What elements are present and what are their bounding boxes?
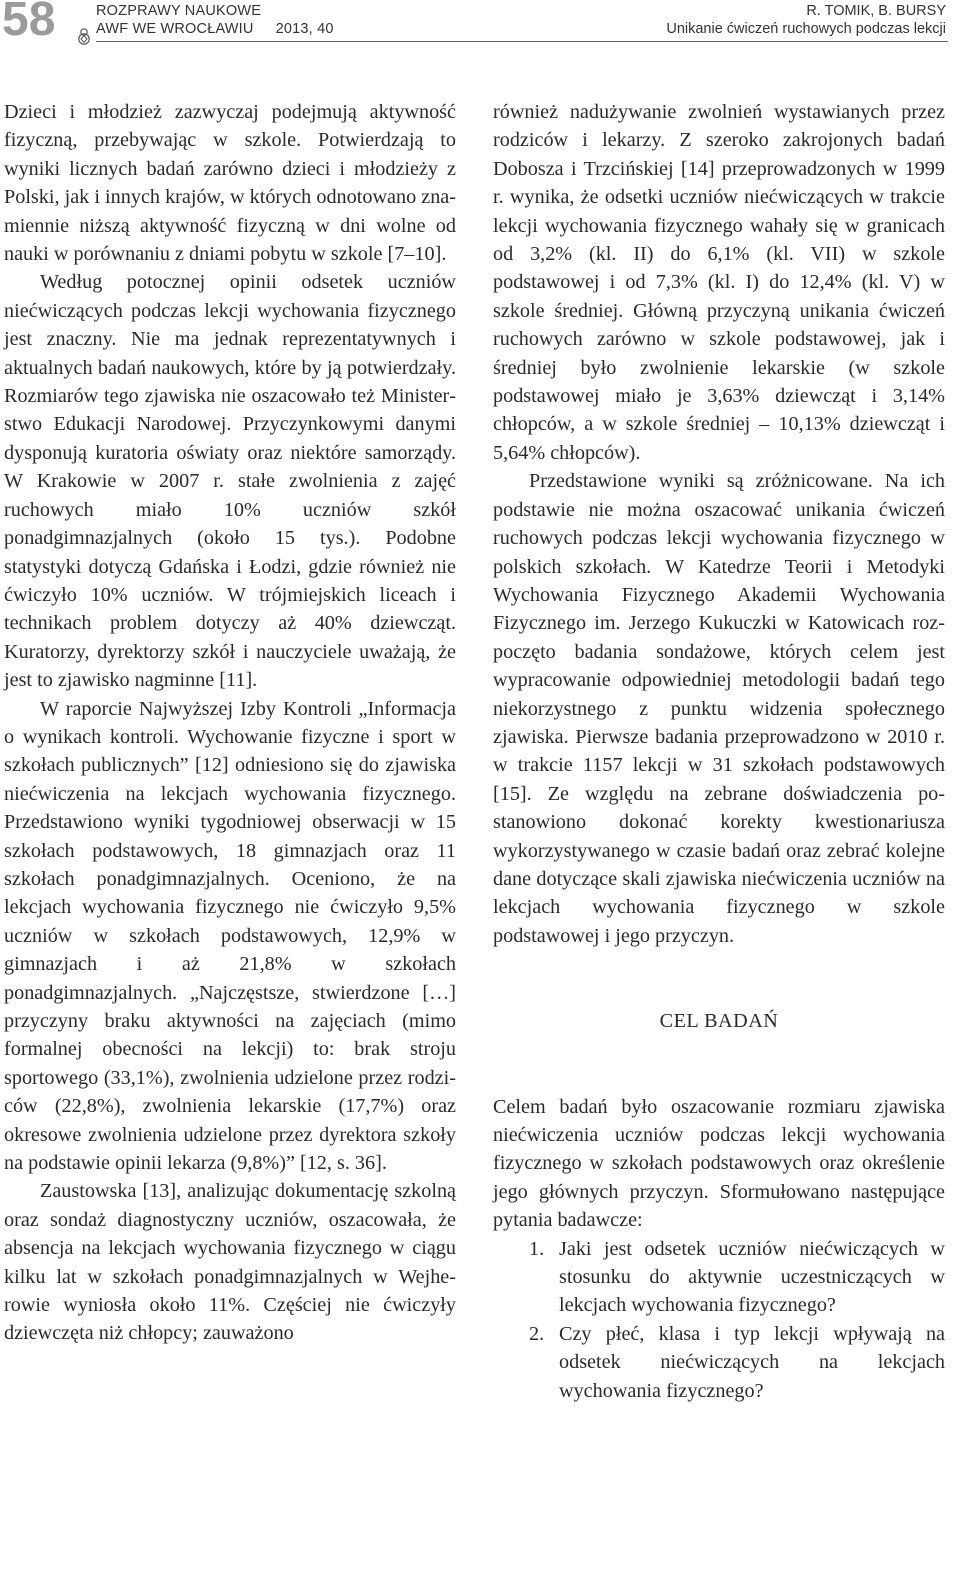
research-questions bbox=[493, 1235, 945, 1405]
section-heading: CEL BADAŃ bbox=[659, 1010, 779, 1033]
page-header bbox=[0, 0, 960, 46]
running-title: Unikanie ćwiczeń ruchowych podczas lekcji bbox=[666, 21, 946, 37]
header-rule bbox=[96, 41, 948, 42]
journal-line-1: ROZPRAWY NAUKOWE bbox=[96, 3, 262, 19]
year-volume: 2013, 40 bbox=[275, 21, 334, 37]
paragraph: Dzieci i młodzież zazwyczaj podejmują aktywność fizyczną, przebywając w szkole. Potwierdzają to wyniki licznych badań zarówno dzieci i młodzieży z Polski, jak i innych krajów, w których odnotowano znamiennie niższą aktywność fizyczną w dni wolne od nauki w porównaniu z dniami pobytu w szkole [7–10]. bbox=[4, 101, 456, 266]
paragraph: Według potocznej opinii odsetek uczniów niećwiczących podczas lekcji wychowania fizycznego jest znaczny. Nie ma jednak reprezentatywnych i aktualnych badań naukowych, które by ją potwierdzały. Rozmiarów tego zjawiska nie oszacowało też Ministerstwo Edukacji Narodowej. Przyczynkowymi danymi dysponują kuratoria oświaty oraz niektóre samorządy. W Krakowie w 2007 r. stałe zwolnienia z zajęć ruchowych miało 10% uczniów szkół ponadgimnazjalnych (około 15 tys.). Podobne statystyki dotyczą Gdańska i Łodzi, gdzie również nie ćwiczyło 10% uczniów. W trójmiejskich liceach i technikach problem dotyczy aż 40% dziewcząt. Kuratorzy, dyrektorzy szkół i nauczyciele uważają, że jest to zjawisko nagminne [11]. bbox=[4, 271, 456, 692]
list-item-number: 2. bbox=[529, 1322, 545, 1345]
paragraph: Przedstawione wyniki są zróżnicowane. Na ich podstawie nie można oszacować unikania ćwiczeń ruchowych podczas lekcji wychowania fizycznego w polskich szkołach. W Katedrze Teorii i Metodyki Wychowania Fizycznego Akademii Wychowania Fizycznego im. Jerzego Kukuczki w Katowicach rozpoczęto badania sondażowe, których celem jest wypracowanie odpowiedniej metodologii badań tego niekorzystnego z punktu widzenia społecznego zjawiska. Pierwsze badania przeprowadzono w 2010 r. w trakcie 1157 lekcji w 31 szkołach podstawowych [15]. Ze względu na zebrane doświadczenia postanowiono dokonać korekty kwestionariusza wykorzystywanego w czasie badań oraz zebrać kolejne dane dotyczące skali zjawiska niećwiczenia uczniów na lekcjach wychowania fizycznego w szkole podstawowej i jego przyczyn. bbox=[493, 470, 945, 947]
left-column bbox=[4, 98, 456, 1348]
running-header bbox=[666, 2, 946, 38]
paragraph: również nadużywanie zwolnień wystawianych przez rodziców i lekarzy. Z szeroko zakrojonych badań Dobosza i Trzcińskiej [14] przeprowadzonych w 1999 r. wynika, że odsetki uczniów niećwiczących w trakcie lekcji wychowania fizycznego wahały się w granicach od 3,2% (kl. II) do 6,1% (kl. VII) w szkole podstawowej i od 7,3% (kl. I) do 12,4% (kl. V) w szkole średniej. Główną przyczyną unikania ćwiczeń ruchowych zarówno w szkole podstawowej, jak i średniej było zwolnienie lekarskie (w szkole podstawowej miało je 3,63% dziewcząt i 3,14% chłopców, a w szkole średniej – 10,13% dziewcząt i 5,64% chłopców). bbox=[493, 101, 945, 464]
paragraph: Zaustowska [13], analizując dokumentację szkolną oraz sondaż diagnostyczny uczniów, oszacowała, że absencja na lekcjach wychowania fizycznego w ciągu kilku lat w szkołach ponadgimnazjalnych w Wejherowie wyniosła około 11%. Częściej nie ćwiczyły dziewczęta niż chłopcy; zauważono bbox=[4, 1180, 456, 1345]
journal-line-2 bbox=[96, 20, 334, 38]
list-item-number: 1. bbox=[529, 1237, 545, 1260]
awf-logo-icon bbox=[76, 26, 92, 46]
running-authors: R. TOMIK, B. BURSY bbox=[806, 3, 946, 19]
list-item bbox=[493, 1320, 945, 1405]
paragraph: Celem badań było oszacowanie rozmiaru zjawiska niećwiczenia uczniów podczas lekcji wychowania fizycznego w szkołach podstawowych oraz określenie jego głównych przyczyn. Sformułowano następujące pytania badawcze: bbox=[493, 1095, 945, 1232]
list-item-text: Czy płeć, klasa i typ lekcji wpływają na odsetek niećwiczących na lekcjach wychowania fizycznego? bbox=[559, 1322, 945, 1402]
paragraph: W raporcie Najwyższej Izby Kontroli „Informacja o wynikach kontroli. Wychowanie fizyczne i sport w szkołach publicznych” [12] odniesiono się do zjawiska niećwiczenia na lekcjach wychowania fizycznego. Przedstawiono wyniki tygodniowej obserwacji w 15 szkołach podstawowych, 18 gimnazjach oraz 11 szkołach ponadgimnazjalnych. Oceniono, że na lekcjach wychowania fizycznego nie ćwiczyło 9,5% uczniów w szkołach podstawowych, 12,9% w gimnazjach i aż 21,8% w szkołach ponadgimnazjalnych. „Najczęstsze, stwierdzone […] przyczyny braku aktywności na zajęciach (mimo formalnej obecności na lekcji) to: brak stroju sportowego (33,1%), zwolnienia udzielone przez rodziców (22,8%), zwolnienia lekarskie (17,7%) oraz okresowe zwolnienia udzielone przez dyrektora szkoły na podstawie opinii lekarza (9,8%)” [12, s. 36]. bbox=[4, 697, 456, 1175]
list-item bbox=[493, 1235, 945, 1320]
page-number: 58 bbox=[2, 0, 56, 46]
right-column bbox=[493, 98, 945, 1405]
list-item-text: Jaki jest odsetek uczniów niećwiczących w stosunku do aktywnie uczestniczących w lekcjach wychowania fizycznego? bbox=[559, 1237, 945, 1317]
journal-line-2-text: AWF WE WROCŁAWIU bbox=[96, 21, 254, 37]
journal-name bbox=[96, 2, 334, 38]
